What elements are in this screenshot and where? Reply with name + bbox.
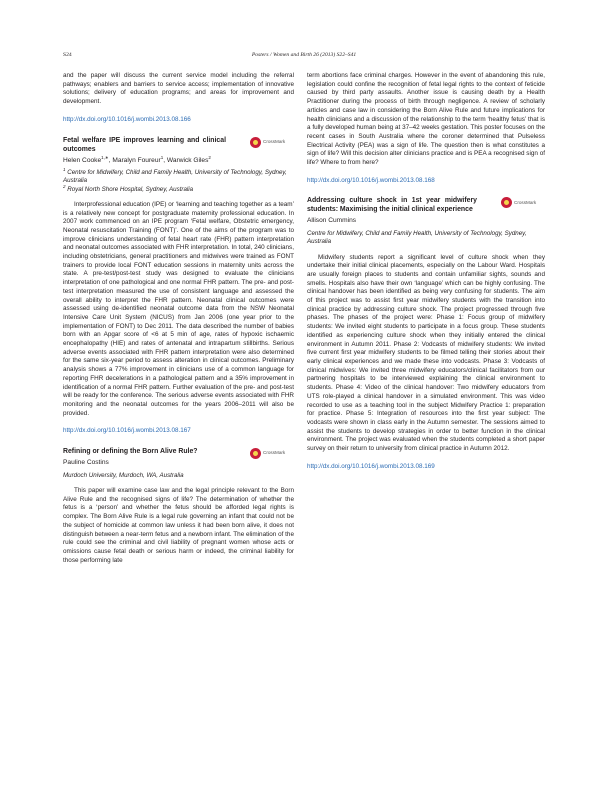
article-body: Interprofessional education (IPE) or ‘learning and teaching together as a team’ is a relatively new concept for postgraduate maternity professional education. In 2007 work commenced on an IPE program ‘Fetal welfare, Obstetric emergency, Neonatal resuscitation Training (FONT)’. One of the aims of the program was to improve clinicians understanding of fetal heart rate (FHR) pattern interpretation and neonatal outcomes associated with FHR interpretation. In total, 240 clinicians, including obstetricians, general practitioners and midwives were trained as FONT trainers to provide local FONT education sessions in maternity units across the state. A pre-test/post-test study was designed to evaluate the clinicians interpretation of one pathological and one normal FHR pattern. The pre- and post-test interpretation measured the use of consistent language and assessed the overall ability to interpret the FHR pattern. Neonatal clinical outcomes were assessed using de-identified neonatal outcome data from the NSW Neonatal Intensive Care Unit System (NICUS) from Jan 2006 (one year prior to the implementation of FONT) to Dec 2011. The data described the number of babies born with an Apgar score of <6 at 5 min of age, rates of hypoxic ischaemic encephalopathy (HIE) and rates of antenatal and intrapartum stillbirths. Serious adverse events associated with FHR pattern interpretation were also determined for the same six-year period to assess alteration in clinical outcomes. Preliminary analysis shows a 77% improvement in clinicians use of a common language for reporting FHR decelerations in a pathological pattern and a 35% improvement in identification of a normal FHR pattern. Further evaluation of the pre- and post-test will be ready for the conference. The serious adverse events associated with FHR monitoring and the neonatal outcomes for the years 2006–2011 will also be provided.	[63, 200, 294, 417]
doi-link-166[interactable]: http://dx.doi.org/10.1016/j.wombi.2013.08.166	[63, 115, 191, 123]
journal-citation: Posters / Women and Birth 26 (2013) S22–S41	[251, 52, 357, 58]
article-authors: Helen Cooke$^{1,∗}$, Maralyn Foureur$^1$, Warwick Giles$^2$	[63, 154, 211, 164]
article-author: Allison Cummins	[307, 217, 357, 225]
article-body: This paper will examine case law and the legal principle relevant to the Born Alive Rule and the recognised signs of life? The determination of whether the fetus is a ‘person’ and whether the fetus should be afforded legal rights is complex. The Born Alive Rule is a legal rule governing an infant that could not be the subject of homicide at common law unless it had been born alive, it does not distinguish between a near-term fetus and a newborn infant. The elimination of the rule could see the criminal and civil liability of pregnant women whose acts or omissions cause fetal death or serious harm or indeed, the criminal liability for those performing late	[63, 487, 294, 564]
crossmark-icon	[250, 137, 261, 148]
article-born-alive-rule	[63, 447, 294, 565]
article-culture-shock	[307, 196, 545, 471]
crossmark-label: CrossMark	[514, 199, 537, 205]
crossmark-badge[interactable]	[250, 448, 290, 463]
crossmark-badge[interactable]	[250, 137, 290, 152]
crossmark-icon	[501, 197, 512, 208]
article-affiliations: $^1$ Centre for Midwifery, Child and Family Health, University of Technology, Sydney, Australia $^2$ Royal North Shore Hospital, Sydney, Australia	[63, 167, 287, 193]
left-column	[63, 72, 294, 565]
crossmark-badge[interactable]	[501, 197, 541, 212]
running-header	[63, 52, 545, 62]
page-number: S24	[63, 52, 72, 58]
article-title: Fetal welfare IPE improves learning and clinical outcomes	[63, 136, 226, 153]
doi-link-167[interactable]: http://dx.doi.org/10.1016/j.wombi.2013.08.167	[63, 427, 191, 435]
article-fetal-welfare	[63, 136, 294, 437]
intro-text: and the paper will discuss the current service model including the referral pathways; enablers and barriers to service access; implementation of innovative solutions; delivery of education programs; and areas for improvement and development.	[63, 72, 294, 106]
right-column	[307, 72, 545, 482]
doi-link-168[interactable]: http://dx.doi.org/10.1016/j.wombi.2013.08.168	[307, 176, 435, 184]
article-body-continued: term abortions face criminal charges. However in the event of abandoning this rule, legislation could confine the recognition of fetal legal rights to the context of feticide caused by third party assaults. Another issue is causing death by a Health Practitioner during the process of birth through negligence. A review of scholarly articles and case law in considering the Born Alive Rule and future implications for health clinicians and a discussion of the relationship to the term ‘healthy fetus’ that is a fully developed human being at 37–42 weeks gestation. This poster focuses on the recent cases in South Australia where the coroner determined that Pulseless Electrical Activity (PEA) was a sign of life. The question then is what constitutes a sign of life? Will this decision alter clinicians practice and is PEA a recognised sign of life? Where to from here?	[307, 72, 545, 167]
article-affiliation: Centre for Midwifery, Child and Family Health, University of Technology, Sydney, Australia	[307, 230, 527, 246]
article-affiliation: Murdoch University, Murdoch, WA, Australia	[63, 471, 184, 479]
article-title: Refining or defining the Born Alive Rule?	[63, 448, 198, 456]
crossmark-label: CrossMark	[263, 450, 286, 456]
crossmark-icon	[250, 448, 261, 459]
crossmark-label: CrossMark	[263, 138, 286, 144]
article-title: Addressing culture shock in 1st year midwifery students: Maximising the initial clinical experience	[307, 197, 477, 214]
article-body: Midwifery students report a significant level of culture shock when they undertake their initial clinical placements, especially on the Labour Ward. Hospitals are usually foreign places to students and contain unfamiliar sights, sounds and smells. Hospitals also have their own ‘language’ which can be highly confusing. The clinical handover has been identified as being very confusing for students. The aim of this project was to assist first year midwifery students with the transition into clinical practice by addressing culture shock. The project progressed through five phases. The phases of the project were: Phase 1: Focus group of midwifery students: We invited eight students to participate in a focus group. These students identified as experiencing culture shock when they initially entered the clinical environment in Autumn 2011. Phase 2: Vodcasts of midwifery students: We invited five current first year midwifery students to be filmed telling their stories about their early clinical experiences and we made these into vodcasts. Phase 3: Vodcasts of clinical midwives: We invited three midwifery educators/clinical facilitators from our partnering hospitals to be interviewed explaining the clinical environment to students. Phase 4: Video of the clinical handover: Two midwifery educators from UTS role-played a clinical handover in a simulated environment. This was video recorded to use as a teaching tool in the subject Midwifery Practice 1: preparation for practice. Phase 5: Integration of resources into the first year subject: The vodcasts were shown in class early in the Autumn semester. The sessions aimed to assist the students to develop strategies in order to better function in the clinical environment. The project was evaluated when the students completed a short paper survey on their return to university from clinical practice in Autumn 2012.	[307, 253, 545, 453]
doi-link-169[interactable]: http://dx.doi.org/10.1016/j.wombi.2013.08.169	[307, 462, 435, 470]
article-author: Pauline Costins	[63, 459, 109, 467]
